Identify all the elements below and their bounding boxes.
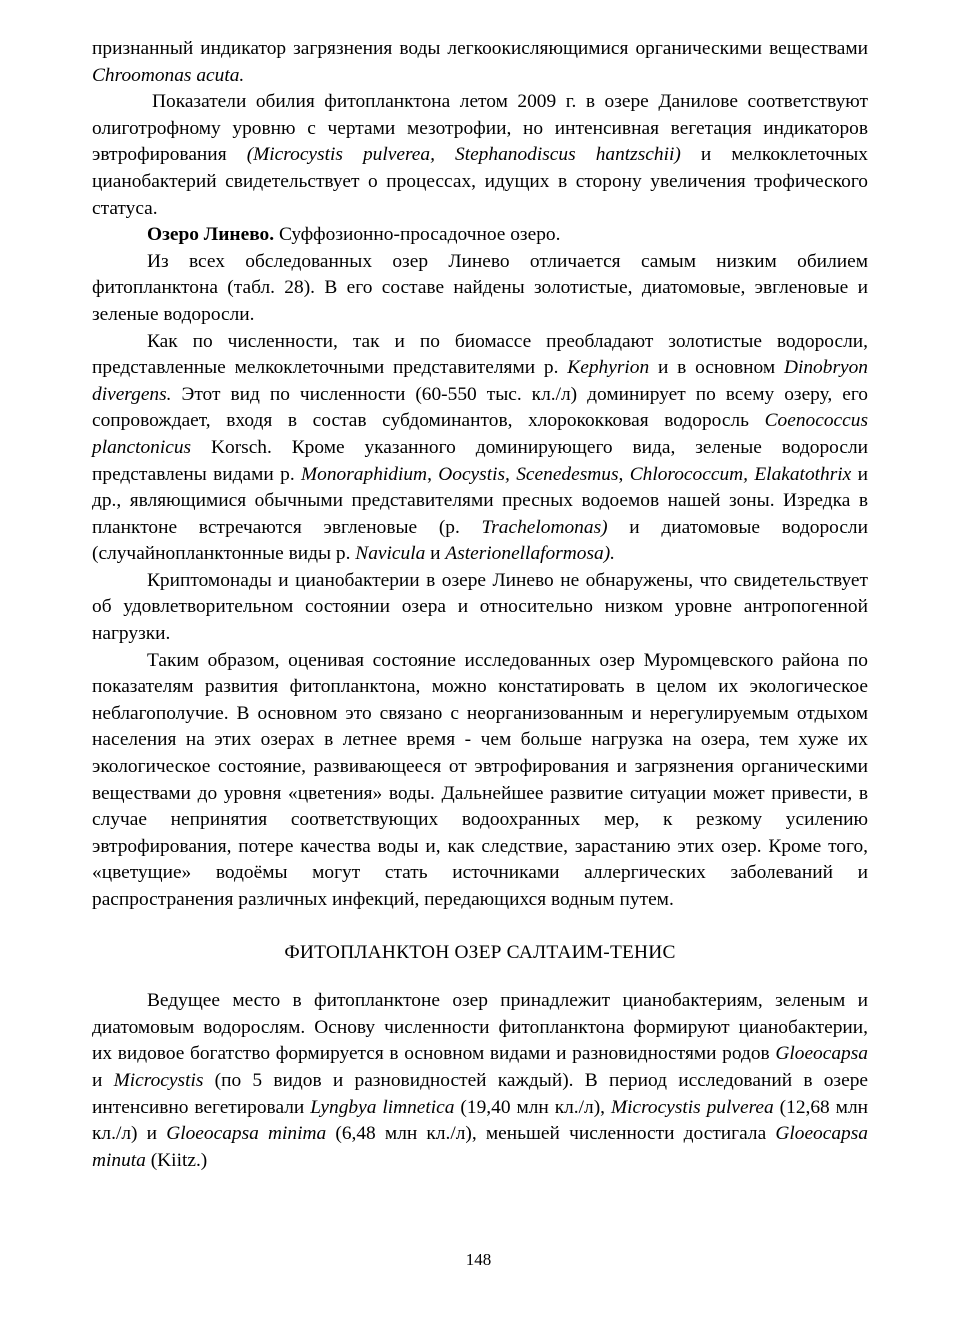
text: Показатели обилия фитопланктона летом 2009 г. в озере Данилове соответствуют олиготрофному уровню с чертами мезотрофии, но интенсивная вегетация индикаторов эвтрофирования	[92, 91, 868, 166]
text: (6,48 млн кл./л), меньшей численности достигала	[326, 1123, 776, 1145]
species-name: Trachelomonas)	[481, 516, 608, 538]
species-name: Monoraphidium	[301, 463, 428, 485]
text: (12,68 млн кл./л) и	[92, 1096, 868, 1145]
text: и др., являющимися обычными представителями пресных водоемов нашей зоны. Изредка в планктоне встречаются эвгленовые (р.	[92, 463, 868, 538]
species-name: (Microcystis pulverea, Stephanodiscus hantzschii)	[246, 144, 681, 166]
paragraph-5	[92, 329, 868, 568]
species-name: Gloeocapsa minuta	[92, 1123, 868, 1171]
species-name: Gloeocapsa minima	[166, 1123, 327, 1145]
paragraph-1	[92, 36, 868, 89]
text: ,	[618, 463, 630, 485]
species-name: Gloeocapsa	[775, 1043, 868, 1065]
text: и	[425, 543, 446, 565]
species-name: Chlorococcum, Elakatothrix	[629, 463, 852, 485]
species-name: Microcystis pulverea	[610, 1096, 774, 1118]
section-lead: Озеро Линево.	[147, 224, 275, 246]
text: Как по численности, так и по биомассе преобладают золотистые водоросли, представленные мелкоклеточными представителями р.	[92, 330, 868, 379]
species-name: Asterionellaformosa).	[445, 543, 616, 565]
text: Ведущее место в фитопланктоне озер принадлежит цианобактериям, зеленым и диатомовым водорослям. Основу численности фитопланктона формируют цианобактерии, их видовое богатство формируется в основном видами и разновидностями родов	[92, 990, 868, 1065]
species-name: Kephyrion	[567, 357, 650, 379]
text: и	[92, 1069, 114, 1091]
species-name: Coenococcus planctonicus	[92, 410, 868, 458]
species-name: Chroomonas acuta.	[92, 64, 245, 86]
species-name: Dinobryon divergens.	[92, 357, 868, 405]
section-heading: ФИТОПЛАНКТОН ОЗЕР САЛТАИМ-ТЕНИС	[284, 941, 676, 963]
paragraph-8	[92, 988, 868, 1174]
species-name: Navicula	[355, 543, 426, 565]
paragraph-4	[92, 249, 868, 329]
text: Korsch. Кроме указанного доминирующего вида, зеленые водоросли представлены видами р.	[92, 436, 868, 485]
text: признанный индикатор загрязнения воды легкоокисляющимися органическими веществами	[92, 38, 868, 59]
paragraph-2	[92, 89, 868, 222]
text: и мелкоклеточных цианобактерий свидетельствует о процессах, идущих в сторону увеличения трофического статуса.	[92, 144, 868, 219]
text: (Kiitz.)	[145, 1149, 208, 1171]
text: Суффозионно-просадочное озеро.	[274, 224, 561, 246]
paragraph-6	[92, 568, 868, 648]
paragraph-7	[92, 648, 868, 914]
text: ,	[427, 463, 439, 485]
text: Таким образом, оценивая состояние исследованных озер Муромцевского района по показателям развития фитопланктона, можно констатировать в целом их экологическое неблагополучие. В основном это связано с неорганизованным и нерегулируемым отдыхом населения на этих озерах в летнее время - чем больше нагрузка на озера, тем хуже их экологическое состояние, развивающееся от эвтрофирования и загрязнения органическими веществами до уровня «цветения» воды. Дальнейшее развитие ситуации может привести, в случае непринятия соответствующих водоохранных мер, к резкому усилению эвтрофирования, потере качества воды и, как следствие, зарастанию этих озер. Кроме того, «цветущие» водоёмы могут стать источниками аллергических заболеваний и распространения различных инфекций, передающихся водным путем.	[92, 649, 868, 910]
text: (по 5 видов и разновидностей каждый). В период исследований в озере интенсивно вегетировали	[92, 1069, 868, 1118]
page-body	[92, 36, 868, 1174]
page-number: 148	[465, 1250, 492, 1269]
text: Криптомонады и цианобактерии в озере Линево не обнаружены, что свидетельствует об удовлетворительном состоянии озера и относительно низком уровне антропогенной нагрузки.	[92, 569, 868, 645]
text: Этот вид по численности (60-550 тыс. кл./л) доминирует по всему озеру, его сопровождает, входя в состав субдоминантов, хлорококковая водоросль	[92, 383, 868, 432]
text: и диатомовые водоросли (случайнопланктонные виды р.	[92, 516, 868, 565]
paragraph-3	[92, 222, 868, 249]
text: (19,40 млн кл./л),	[454, 1096, 611, 1118]
text: Из всех обследованных озер Линево отличается самым низким обилием фитопланктона (табл. 28). В его составе найдены золотистые, диатомовые, эвгленовые и зеленые водоросли.	[92, 250, 868, 325]
species-name: Microcystis	[113, 1069, 204, 1091]
species-name: Oocystis, Scenedesmus	[438, 463, 619, 485]
text: и в основном	[649, 357, 784, 379]
species-name: Lyngbya limnetica	[310, 1096, 455, 1118]
